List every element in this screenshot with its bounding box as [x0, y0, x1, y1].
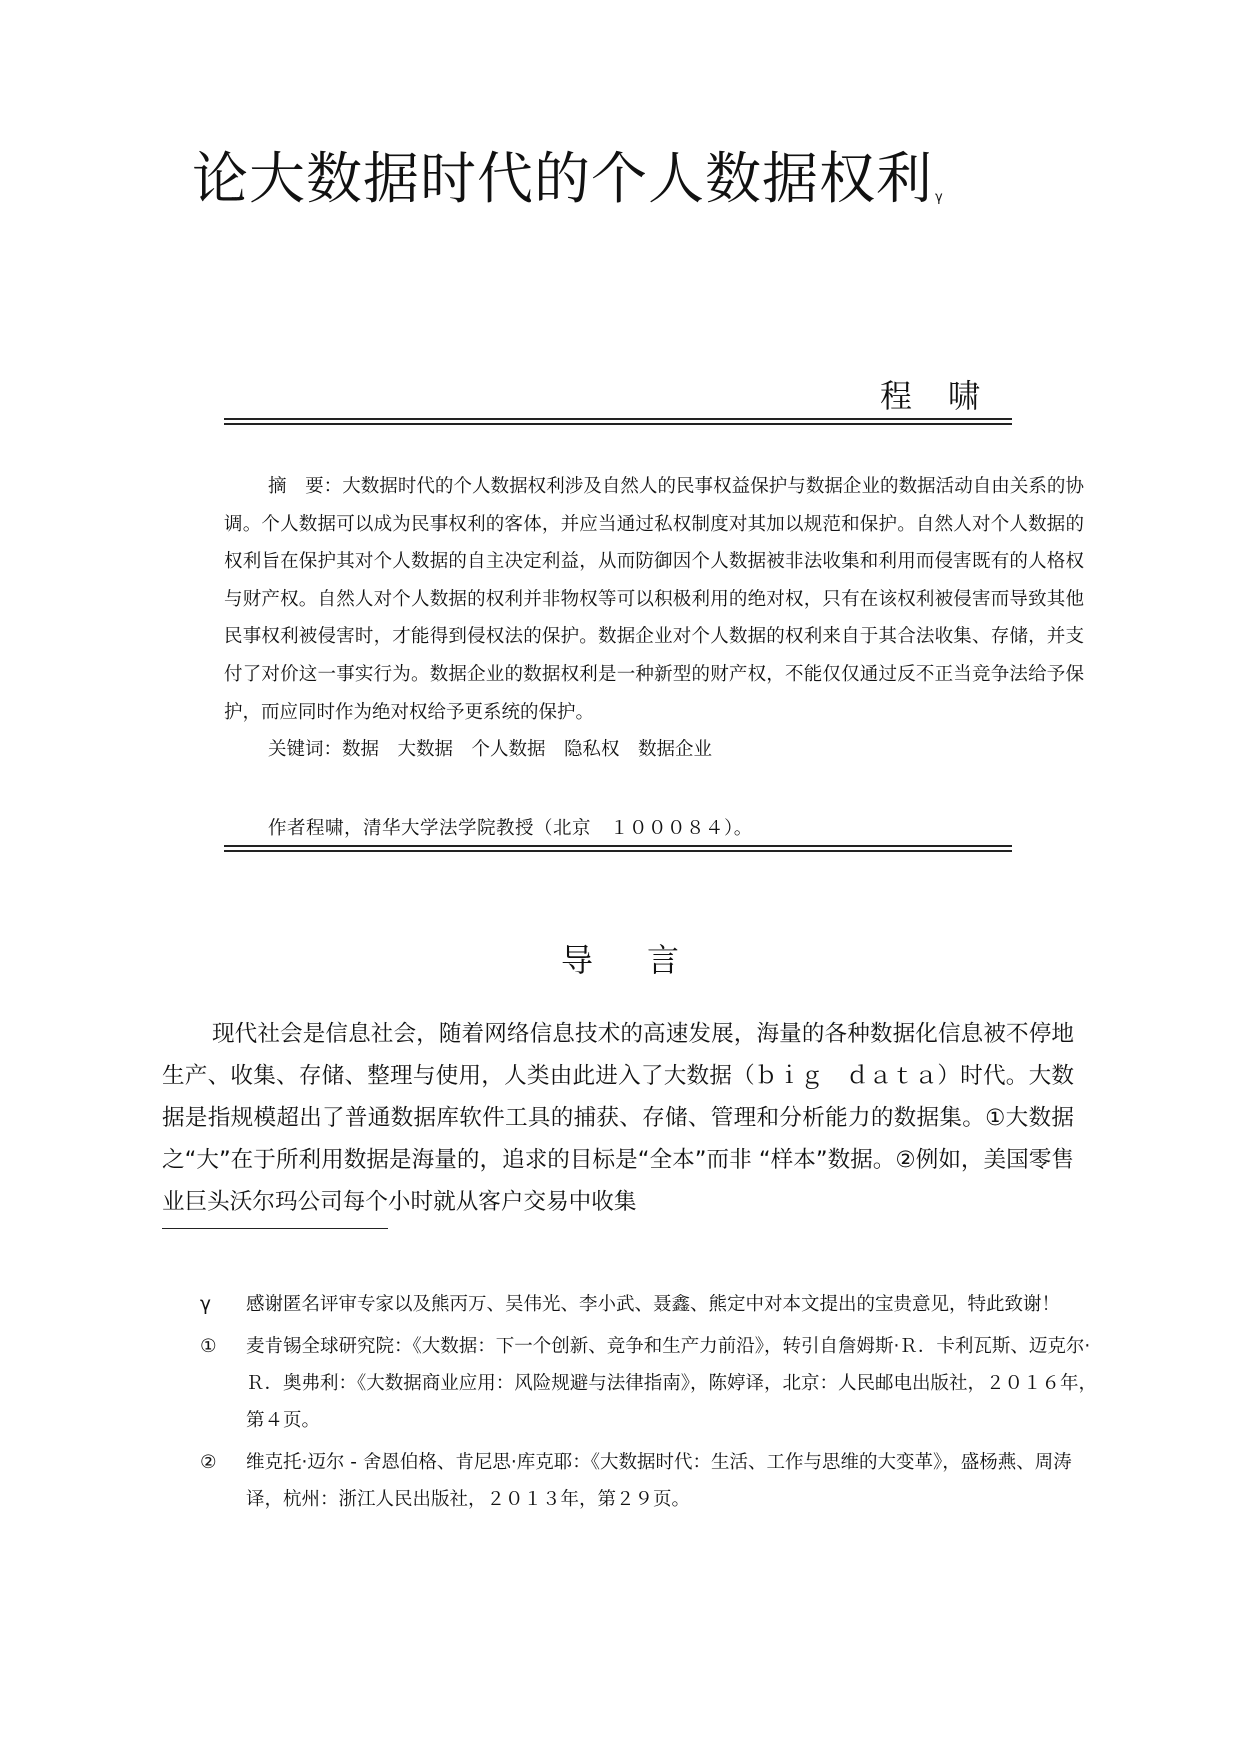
keywords-label: 关键词：	[268, 739, 343, 761]
footnote-mark: γ	[200, 1294, 211, 1315]
footnote-separator	[162, 1228, 388, 1229]
footnote-text: 感谢匿名评审专家以及熊丙万、吴伟光、李小武、聂鑫、熊定中对本文提出的宝贵意见，特此致谢！	[246, 1294, 1061, 1315]
abstract-paragraph	[224, 468, 1084, 731]
footnotes	[200, 1286, 1100, 1523]
footnote-mark: ①	[200, 1336, 217, 1357]
keywords-text: 数据 大数据 个人数据 隐私权 数据企业	[342, 739, 713, 761]
keywords-line	[224, 731, 1084, 769]
abstract-label: 摘 要：	[268, 476, 343, 497]
abstract-section	[224, 468, 1084, 769]
top-divider	[224, 418, 1012, 425]
paper-title	[192, 145, 944, 215]
footnote-item	[200, 1444, 1100, 1518]
footnote-item	[200, 1328, 1100, 1439]
author-name: 程啸	[880, 377, 1017, 415]
bottom-divider	[224, 845, 1012, 852]
footnote-text: 麦肯锡全球研究院：《大数据：下一个创新、竞争和生产力前沿》，转引自詹姆斯·Ｒ．卡利瓦斯、迈克尔·Ｒ．奥弗利：《大数据商业应用：风险规避与法律指南》，陈婷译，北京：人民邮电出版社，２０１６年，第４页。	[246, 1336, 1098, 1431]
title-text: 论大数据时代的个人数据权利	[192, 147, 933, 212]
footnote-text: 维克托·迈尔 - 舍恩伯格、肯尼思·库克耶：《大数据时代：生活、工作与思维的大变革》，盛杨燕、周涛译，杭州：浙江人民出版社，２０１３年，第２９页。	[246, 1452, 1072, 1510]
section-heading-introduction: 导言	[560, 941, 733, 979]
footnote-mark: ②	[200, 1452, 217, 1473]
title-footnote-mark[interactable]: γ	[935, 190, 944, 205]
introduction-paragraph: 现代社会是信息社会，随着网络信息技术的高速发展，海量的各种数据化信息被不停地生产、收集、存储、整理与使用，人类由此进入了大数据（ｂｉｇ ｄａｔａ）时代。大数据是指规模超出了普通数据库软件工具的捕获、存储、管理和分析能力的数据集。①大数据之“大”在于所利用数据是海量的，追求的目标是“全本”而非 “样本”数据。②例如，美国零售业巨头沃尔玛公司每个小时就从客户交易中收集	[162, 1021, 1074, 1215]
abstract-text: 大数据时代的个人数据权利涉及自然人的民事权益保护与数据企业的数据活动自由关系的协调。个人数据可以成为民事权利的客体，并应当通过私权制度对其加以规范和保护。自然人对个人数据的权利旨在保护其对个人数据的自主决定利益，从而防御因个人数据被非法收集和利用而侵害既有的人格权与财产权。自然人对个人数据的权利并非物权等可以积极利用的绝对权，只有在该权利被侵害而导致其他民事权利被侵害时，才能得到侵权法的保护。数据企业对个人数据的权利来自于其合法收集、存储，并支付了对价这一事实行为。数据企业的数据权利是一种新型的财产权，不能仅仅通过反不正当竞争法给予保护，而应同时作为绝对权给予更系统的保护。	[224, 476, 1084, 723]
footnote-item	[200, 1286, 1100, 1323]
author-affiliation: 作者程啸，清华大学法学院教授（北京 １０００８４）。	[268, 818, 753, 839]
